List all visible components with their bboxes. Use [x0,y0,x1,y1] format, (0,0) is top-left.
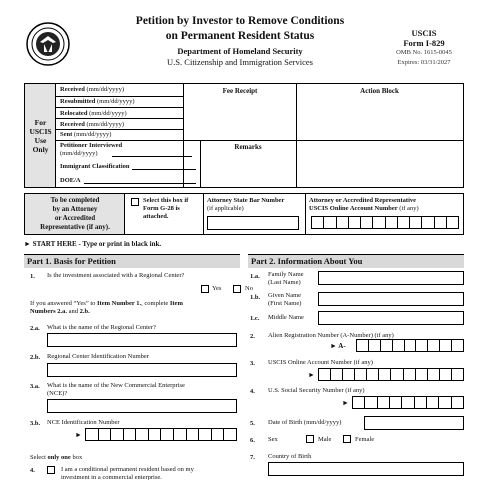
conditional-resident-checkbox[interactable] [47,466,55,474]
q3-number: 3. [250,360,255,367]
form-title: Petition by Investor to Remove Conditions on Permanent Resident Status [135,15,345,42]
q6-number: 6. [250,437,255,444]
dhs-seal-logo [26,22,70,66]
q1-number: 1. [30,273,35,280]
q2b-text: Regional Center Identification Number [47,353,149,360]
given-name-input[interactable] [318,292,464,306]
form-id-block: USCIS Form I-829 OMB No. 1615-0045 Expires: 03/31/2027 [396,28,452,66]
dob-label: Date of Birth (mm/dd/yyyy) [268,419,342,426]
regional-center-id-input[interactable] [47,363,237,377]
if-yes-instructions: If you answered “Yes” to Item Number 1., complete Item Numbers 2.a. and 2.b. [30,300,183,315]
nce-id-input[interactable] [85,428,237,441]
q3b-number: 3.b. [30,420,41,427]
q4-p2-number: 4. [250,388,255,395]
sex-female-checkbox[interactable] [343,435,351,443]
g28-label: Select this box if Form G-28 is attached. [143,197,189,220]
sex-male-checkbox[interactable] [306,435,314,443]
given-name-label: Given Name (First Name) [268,292,302,307]
uscis-account-input[interactable] [318,368,464,381]
q1-text: Is the investment associated with a Regional Center? [47,272,185,279]
sent-label: Sent (mm/dd/yyyy) [60,131,112,138]
nce-id-arrow-icon: ► [75,431,82,439]
received-label: Received (mm/dd/yyyy) [60,86,125,93]
q7-number: 7. [250,454,255,461]
yes-label: Yes [212,285,222,292]
ssn-label: U.S. Social Security Number (if any) [268,387,365,394]
q1b-number: 1.b. [250,294,261,301]
attorney-bar-number-input[interactable] [207,216,299,230]
q3a-number: 3.a. [30,383,40,390]
part2-header: Part 2. Information About You [248,254,464,268]
middle-name-input[interactable] [318,311,464,325]
male-label: Male [318,436,332,443]
a-number-arrow-icon: ► A- [330,342,346,350]
q2a-number: 2.a. [30,325,40,332]
fee-receipt-header: Fee Receipt [222,87,258,95]
female-label: Female [355,436,375,443]
petitioner-date-label: (mm/dd/yyyy) [60,150,98,157]
family-name-input[interactable] [318,271,464,285]
no-label: No [245,285,253,292]
select-one-note: Select only one box [30,454,83,461]
relocated-label: Relocated (mm/dd/yyyy) [60,110,127,117]
q1c-number: 1.c. [250,315,260,322]
q2-number: 2. [250,333,255,340]
nce-name-input[interactable] [47,399,237,413]
doe-label: DOE/A [60,177,81,184]
q4-number: 4. [30,467,35,474]
q1a-number: 1.a. [250,273,260,280]
action-block-header: Action Block [360,87,399,95]
attorney-online-label: Attorney or Accredited Representative USCIS Online Account Number (if any) [309,197,419,212]
ssn-arrow-icon: ► [342,399,349,407]
country-of-birth-input[interactable] [268,462,464,476]
resubmitted-label: Resubmitted (mm/dd/yyyy) [60,98,135,105]
q2a-text: What is the name of the Regional Center? [47,324,156,331]
regional-center-yes-checkbox[interactable] [201,285,209,293]
q3a-text: What is the name of the New Commercial Enterprise (NCE)? [47,382,185,397]
immigrant-classification-label: Immigrant Classification [60,163,130,170]
action-block-area [296,84,463,187]
q4-text: I am a conditional permanent resident based on my investment in a commercial enterprise. [61,466,194,480]
q5-number: 5. [250,420,255,427]
regional-center-name-input[interactable] [47,333,237,347]
attorney-bar-label: Attorney State Bar Number (if applicable) [207,197,285,212]
ssn-input[interactable] [352,396,464,409]
country-of-birth-label: Country of Birth [268,453,312,460]
middle-name-label: Middle Name [268,314,304,321]
q2b-number: 2.b. [30,354,41,361]
received-2-label: Received (mm/dd/yyyy) [60,121,125,128]
q3b-text: NCE Identification Number [47,419,120,426]
uscis-account-arrow-icon: ► [308,371,315,379]
family-name-label: Family Name (Last Name) [268,271,304,286]
dob-input[interactable] [364,416,464,430]
sex-label: Sex [268,436,278,443]
agency-block: Department of Homeland Security U.S. Citizenship and Immigration Services [167,46,313,67]
regional-center-no-checkbox[interactable] [233,285,241,293]
remarks-header: Remarks [234,143,262,151]
attorney-online-account-input[interactable] [311,216,459,229]
part1-header: Part 1. Basis for Petition [24,254,240,268]
g28-checkbox[interactable] [131,198,139,206]
uscis-side-label: For USCIS Use Only [29,118,52,154]
petitioner-interviewed-label: Petitioner Interviewed [60,142,123,149]
a-number-input[interactable] [356,339,464,352]
attorney-completed-label: To be completed by an Attorney or Accredited Representative (if any). [40,196,110,231]
uscis-account-label: USCIS Online Account Number (if any) [268,359,373,366]
a-number-label: Alien Registration Number (A-Number) (if any) [268,332,394,339]
start-here-note: ► START HERE - Type or print in black ink. [24,240,162,248]
